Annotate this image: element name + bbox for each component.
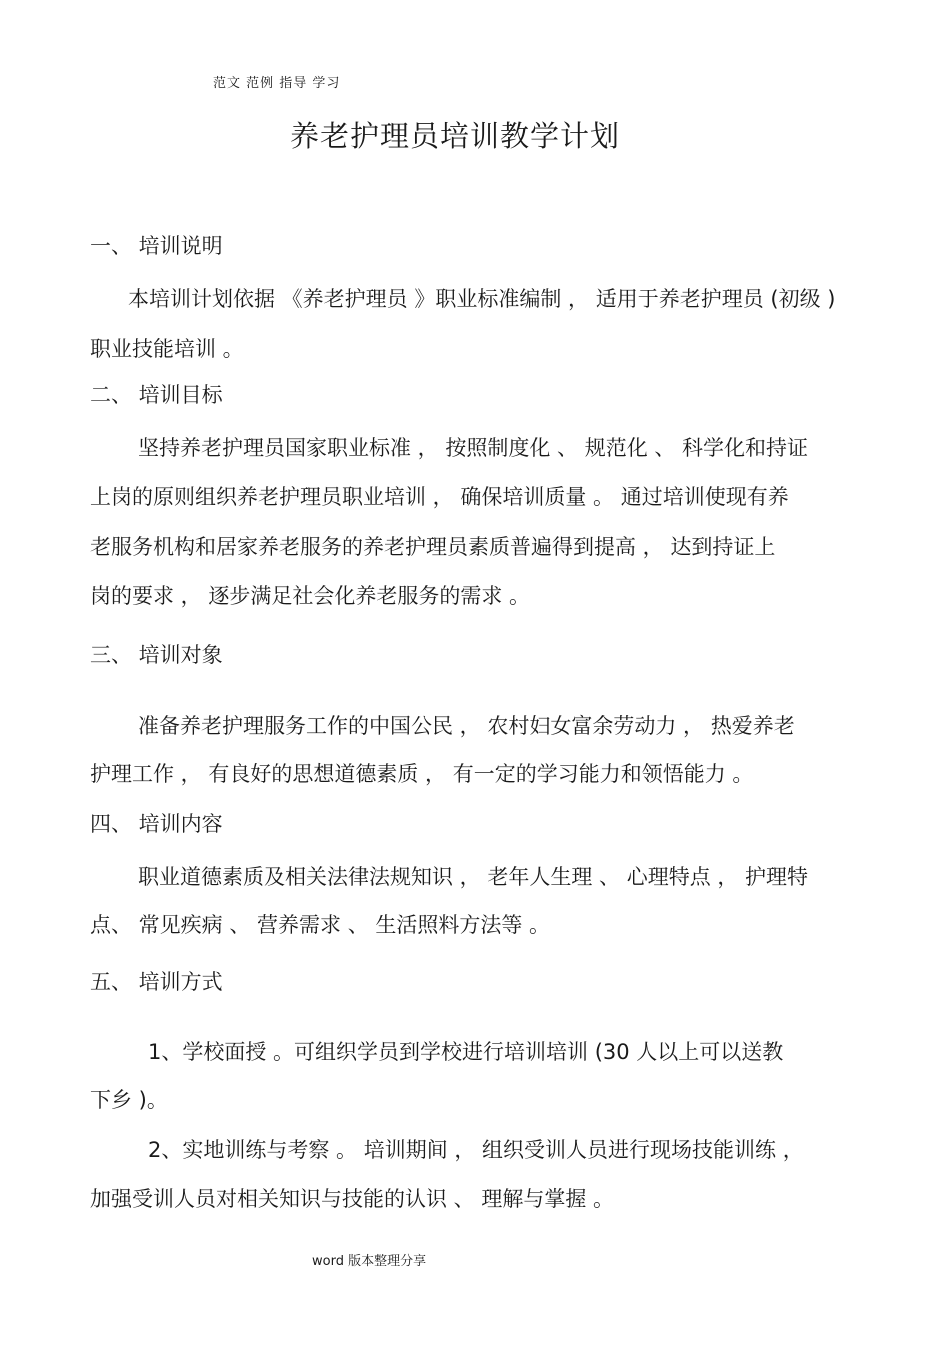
paragraph-line: 职业道德素质及相关法律法规知识 ， 老年人生理 、 心理特点 ， 护理特 — [138, 865, 809, 889]
paragraph-line: 下乡 )。 — [90, 1088, 168, 1112]
document-title: 养老护理员培训教学计划 — [289, 119, 620, 153]
paragraph-line: 岗的要求 ， 逐步满足社会化养老服务的需求 。 — [90, 584, 531, 608]
header-note: 范文 范例 指导 学习 — [213, 76, 341, 91]
section-heading-5: 五、 培训方式 — [90, 970, 223, 994]
paragraph-line: 老服务机构和居家养老服务的养老护理员素质普遍得到提高 ， 达到持证上 — [90, 535, 776, 559]
section-heading-4: 四、 培训内容 — [90, 812, 223, 836]
paragraph-line: 1、学校面授 。可组织学员到学校进行培训培训 (30 人以上可以送教 — [148, 1040, 784, 1064]
paragraph-line: 坚持养老护理员国家职业标准 ， 按照制度化 、 规范化 、 科学化和持证 — [138, 436, 809, 460]
paragraph-line: 加强受训人员对相关知识与技能的认识 、 理解与掌握 。 — [90, 1187, 615, 1211]
section-heading-3: 三、 培训对象 — [90, 643, 223, 667]
paragraph-line: 本培训计划依据 《养老护理员 》职业标准编制 ， 适用于养老护理员 (初级 ) — [128, 287, 836, 311]
paragraph-line: 准备养老护理服务工作的中国公民 ， 农村妇女富余劳动力 ， 热爱养老 — [138, 714, 795, 738]
paragraph-line: 点、 常见疾病 、 营养需求 、 生活照料方法等 。 — [90, 913, 551, 937]
paragraph-line: 上岗的原则组织养老护理员职业培训 ， 确保培训质量 。 通过培训使现有养 — [90, 485, 789, 509]
paragraph-line: 2、实地训练与考察 。 培训期间 ， 组织受训人员进行现场技能训练 ， — [148, 1138, 804, 1162]
section-heading-1: 一、 培训说明 — [90, 234, 223, 258]
footer-note: word 版本整理分享 — [312, 1254, 427, 1269]
paragraph-line: 职业技能培训 。 — [90, 337, 244, 361]
paragraph-line: 护理工作 ， 有良好的思想道德素质 ， 有一定的学习能力和领悟能力 。 — [90, 762, 754, 786]
section-heading-2: 二、 培训目标 — [90, 383, 223, 407]
